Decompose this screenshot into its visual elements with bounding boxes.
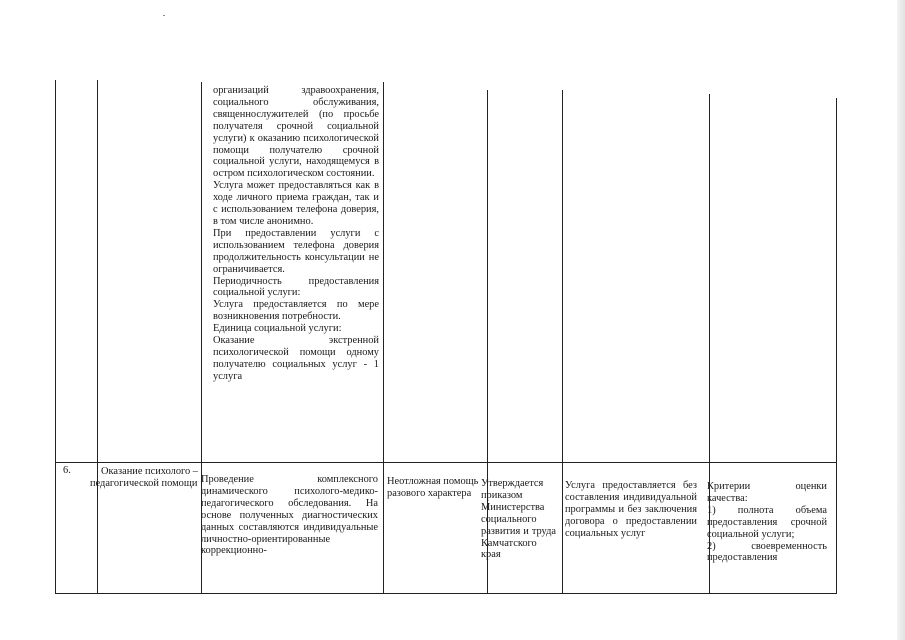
description-para: организаций здравоохранения, социального обслуживания, священнослужителей (по просьбе получателя срочной социальной услуги) к оказанию психологической помощи получателю срочной социальной услуги, находящемуся в остром психологическом состоянии. bbox=[213, 85, 379, 180]
description-para: Услуга предоставляется по мере возникновения потребности. bbox=[213, 299, 379, 323]
service-name: Оказание психолого – педагогической помощи bbox=[90, 466, 198, 489]
row-divider bbox=[55, 462, 837, 463]
service-form: Неотложная помощь разового характера bbox=[387, 476, 479, 499]
table-border-left bbox=[55, 80, 56, 594]
criteria-line: 2) своевременность предоставления bbox=[707, 540, 827, 564]
table-border-bottom bbox=[55, 593, 837, 594]
quality-criteria bbox=[707, 481, 827, 592]
row-number: 6. bbox=[63, 465, 71, 476]
description-para: Периодичность предоставления социальной услуги: bbox=[213, 275, 379, 299]
description-para: При предоставлении услуги с использованием телефона доверия продолжительность консультации не ограничивается. bbox=[213, 227, 379, 275]
criteria-line: Критерии оценки качества: bbox=[707, 481, 827, 504]
col-divider-3 bbox=[383, 82, 384, 594]
service-conditions: Услуга предоставляется без составления индивидуальной программы и без заключения договора о предоставлении социальных услуг bbox=[565, 480, 697, 539]
description-para: Услуга может предоставляться как в ходе личного приема граждан, так и с использованием телефона доверия, в том числе анонимно. bbox=[213, 180, 379, 227]
col-divider-1 bbox=[97, 80, 98, 593]
service-description: Проведение комплексного динамического психолого-медико-педагогического обследования. На основе полученных диагностических данных составляются индивидуальные личностно-ориентированные коррекционно- bbox=[201, 474, 378, 557]
description-para: Оказание экстренной психологической помощи одному получателю социальных услуг - 1 услуга bbox=[213, 335, 379, 382]
description-para: Единица социальной услуги: bbox=[213, 323, 342, 335]
table-border-right bbox=[836, 98, 837, 593]
col-divider-5 bbox=[562, 90, 563, 594]
criteria-line: 1) полнота объема предоставления срочной социальной услуги; bbox=[707, 504, 827, 540]
description-continued bbox=[213, 85, 379, 461]
service-approval: Утверждается приказом Министерства социального развития и труда Камчатского края bbox=[481, 478, 556, 561]
